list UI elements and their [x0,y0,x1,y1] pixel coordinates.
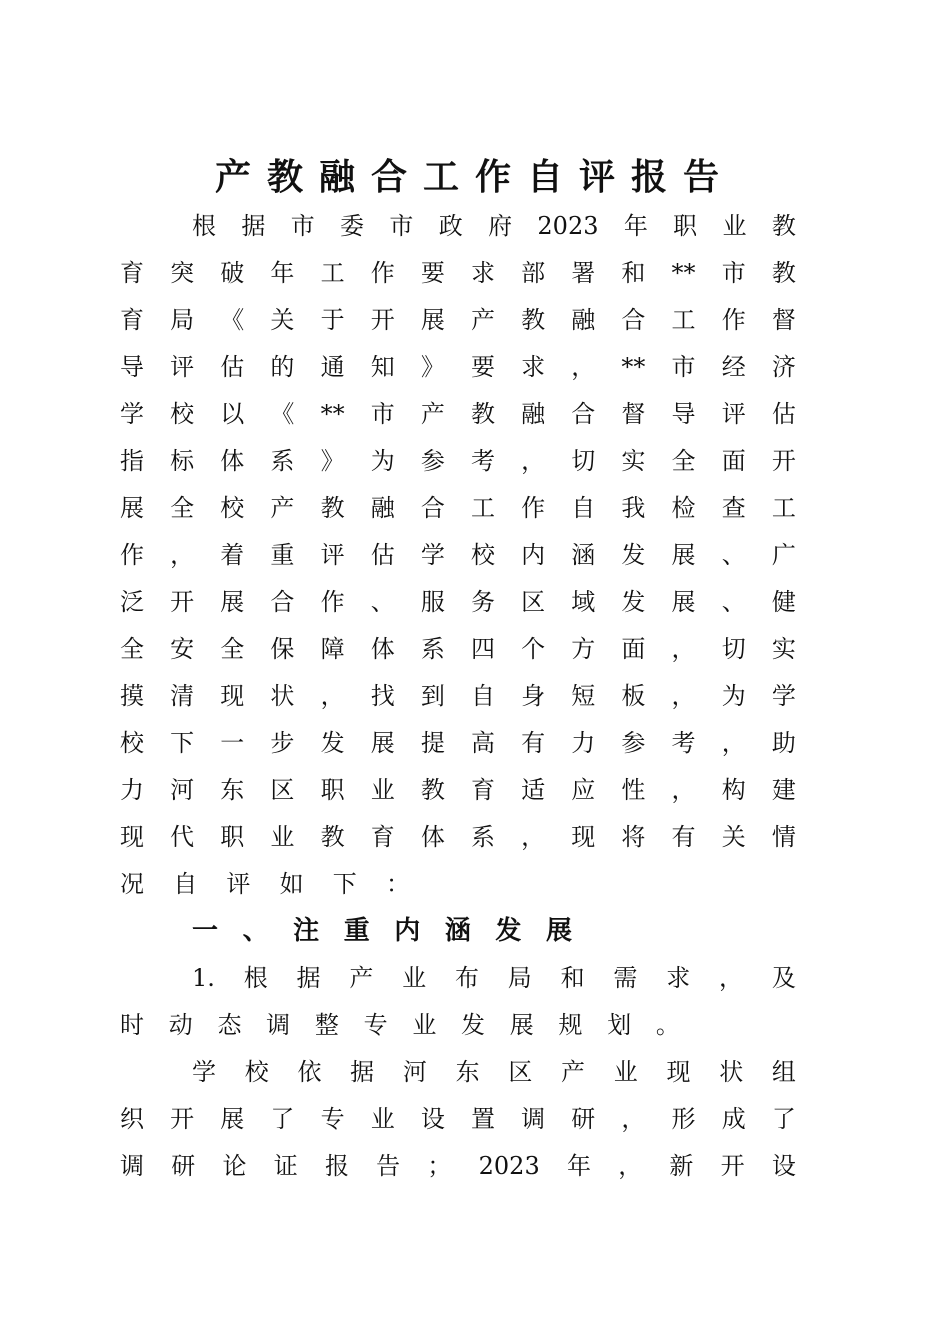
paragraph-line: 织 开 展 了 专 业 设 置 调 研 ， 形 成 了 [120,1105,796,1133]
paragraph-line: 学 校 以 《 ** 市 产 教 融 合 督 导 评 估 [120,400,796,428]
paragraph-line: 力 河 东 区 职 业 教 育 适 应 性 ， 构 建 [120,776,796,804]
paragraph-line: 展 全 校 产 教 融 合 工 作 自 我 检 查 工 [120,494,796,522]
paragraph-line: 1. 根 据 产 业 布 局 和 需 求 ， 及 [192,964,796,992]
paragraph-line: 况 自 评 如 下 ： [120,870,410,898]
paragraph-line: 育 局 《 关 于 开 展 产 教 融 合 工 作 督 [120,306,796,334]
paragraph-line: 全 安 全 保 障 体 系 四 个 方 面 ， 切 实 [120,635,796,663]
paragraph-line: 育 突 破 年 工 作 要 求 部 署 和 ** 市 教 [120,259,796,287]
paragraph-line: 摸 清 现 状 ， 找 到 自 身 短 板 ， 为 学 [120,682,796,710]
paragraph-line: 时 动 态 调 整 专 业 发 展 规 划 。 [120,1011,680,1039]
paragraph-line: 现 代 职 业 教 育 体 系 ， 现 将 有 关 情 [120,823,796,851]
paragraph-line: 导 评 估 的 通 知 》 要 求 ， ** 市 经 济 [120,353,796,381]
paragraph-line: 调 研 论 证 报 告 ； 2023 年 ， 新 开 设 [120,1152,796,1180]
paragraph-line: 泛 开 展 合 作 、 服 务 区 域 发 展 、 健 [120,588,796,616]
paragraph-line: 根 据 市 委 市 政 府 2023 年 职 业 教 [192,212,796,240]
paragraph-line: 作 ， 着 重 评 估 学 校 内 涵 发 展 、 广 [120,541,796,569]
document-title: 产教融合工作自评报告 [214,156,735,198]
paragraph-line: 指 标 体 系 》 为 参 考 ， 切 实 全 面 开 [120,447,796,475]
paragraph-line: 学 校 依 据 河 东 区 产 业 现 状 组 [192,1058,796,1086]
section-heading: 一 、 注 重 内 涵 发 展 [192,916,572,946]
paragraph-line: 校 下 一 步 发 展 提 高 有 力 参 考 ， 助 [120,729,796,757]
